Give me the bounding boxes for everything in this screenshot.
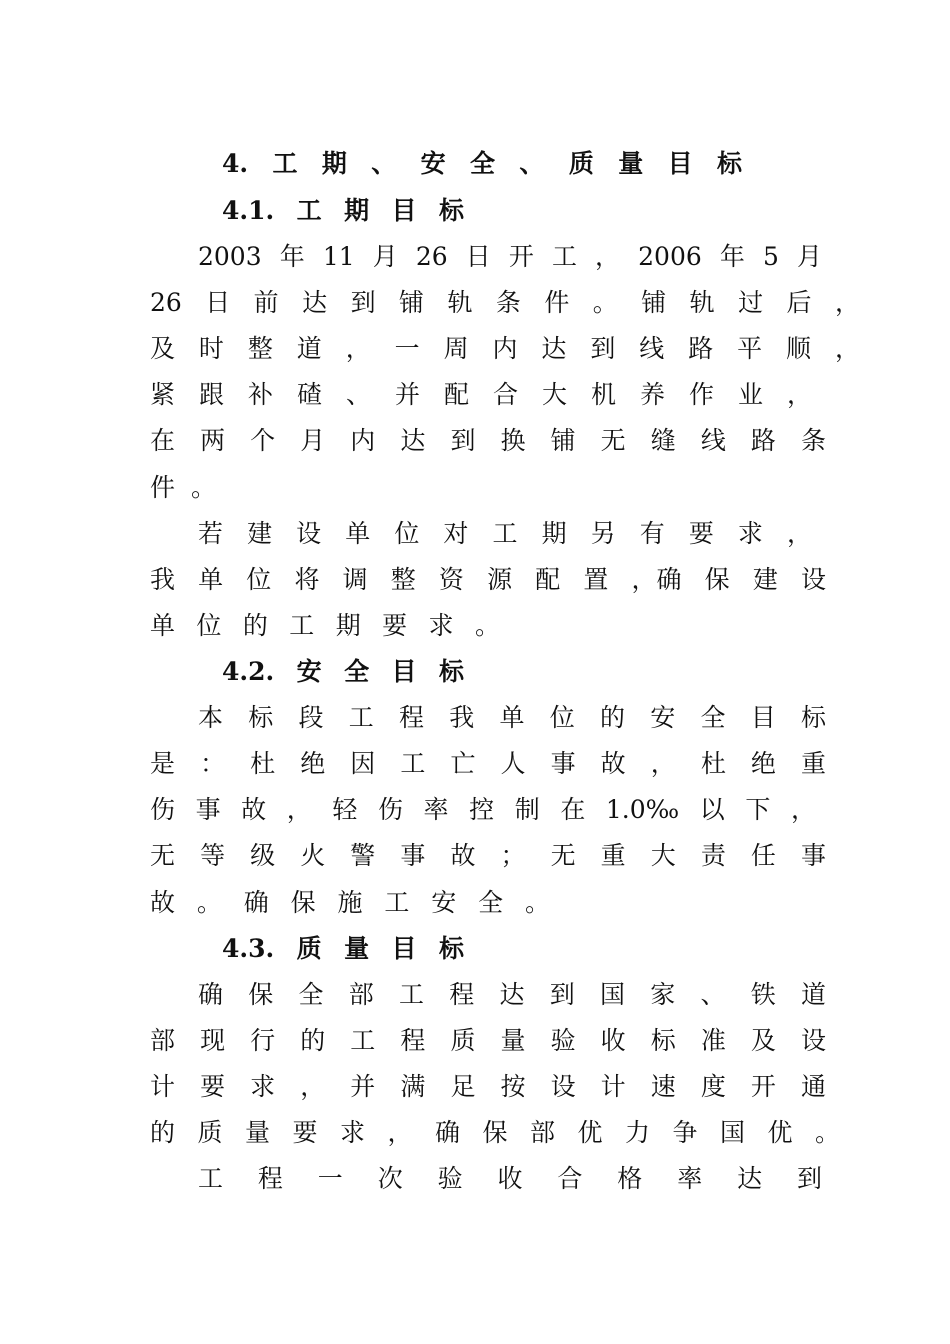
paragraph-line — [150, 795, 816, 825]
paragraph-line — [150, 334, 860, 364]
paragraph-line — [150, 426, 826, 456]
section-heading-schedule — [222, 196, 464, 226]
paragraph-line-text: 件 。 — [150, 473, 216, 502]
paragraph-line-text: 部 现 行 的 工 程 质 量 验 收 标 准 及 设 — [150, 1026, 826, 1055]
paragraph-line — [150, 1026, 826, 1056]
main-heading — [222, 149, 742, 179]
main-heading-text: 4. 工 期 、 安 全 、 质 量 目 标 — [222, 149, 742, 178]
paragraph-line — [198, 519, 812, 549]
paragraph-line — [150, 288, 860, 318]
paragraph-line-text: 26 日 前 达 到 铺 轨 条 件 。 铺 轨 过 后 ， — [150, 288, 860, 317]
paragraph-line-text: 我 单 位 将 调 整 资 源 配 置 ，确 保 建 设 — [150, 565, 826, 594]
section-heading-safety — [222, 657, 464, 687]
paragraph-line — [150, 749, 826, 779]
paragraph-line — [150, 473, 216, 503]
paragraph-line-text: 故 。 确 保 施 工 安 全 。 — [150, 888, 550, 917]
paragraph-line — [150, 1072, 826, 1102]
paragraph-line-text: 计 要 求 ， 并 满 足 按 设 计 速 度 开 通 — [150, 1072, 826, 1101]
paragraph-line — [198, 980, 826, 1010]
paragraph-line-text: 的 质 量 要 求 ， 确 保 部 优 力 争 国 优 。 — [150, 1118, 840, 1147]
paragraph-line — [150, 841, 826, 871]
paragraph-line-text: 是 ： 杜 绝 因 工 亡 人 事 故 ， 杜 绝 重 — [150, 749, 826, 778]
paragraph-line-text: 无 等 级 火 警 事 故 ； 无 重 大 责 任 事 — [150, 841, 826, 870]
paragraph-line-text: 及 时 整 道 ， 一 周 内 达 到 线 路 平 顺 ， — [150, 334, 860, 363]
paragraph-line-text: 工 程 一 次 验 收 合 格 率 达 到 — [198, 1164, 822, 1193]
paragraph-line-text: 若 建 设 单 位 对 工 期 另 有 要 求 ， — [198, 519, 812, 548]
paragraph-line — [150, 611, 500, 641]
paragraph-line-text: 确 保 全 部 工 程 达 到 国 家 、 铁 道 — [198, 980, 826, 1009]
section-heading-quality — [222, 934, 464, 964]
section-heading-safety-text: 4.2. 安 全 目 标 — [222, 657, 464, 686]
section-heading-quality-text: 4.3. 质 量 目 标 — [222, 934, 464, 963]
paragraph-line-text: 在 两 个 月 内 达 到 换 铺 无 缝 线 路 条 — [150, 426, 826, 455]
section-heading-schedule-text: 4.1. 工 期 目 标 — [222, 196, 464, 225]
paragraph-line-text: 紧 跟 补 碴 、 并 配 合 大 机 养 作 业 ， — [150, 380, 812, 409]
paragraph-line — [198, 703, 826, 733]
paragraph-line-text: 伤 事 故 ， 轻 伤 率 控 制 在 1.0‰ 以 下 ， — [150, 795, 816, 824]
paragraph-line — [150, 888, 550, 918]
paragraph-line — [150, 380, 812, 410]
paragraph-line — [150, 1118, 840, 1148]
paragraph-line — [150, 565, 826, 595]
paragraph-line-text: 2003 年 11 月 26 日 开 工 ， 2006 年 5 月 — [198, 242, 822, 271]
paragraph-line — [198, 242, 822, 272]
paragraph-line-text: 单 位 的 工 期 要 求 。 — [150, 611, 500, 640]
paragraph-line — [198, 1164, 822, 1194]
paragraph-line-text: 本 标 段 工 程 我 单 位 的 安 全 目 标 — [198, 703, 826, 732]
